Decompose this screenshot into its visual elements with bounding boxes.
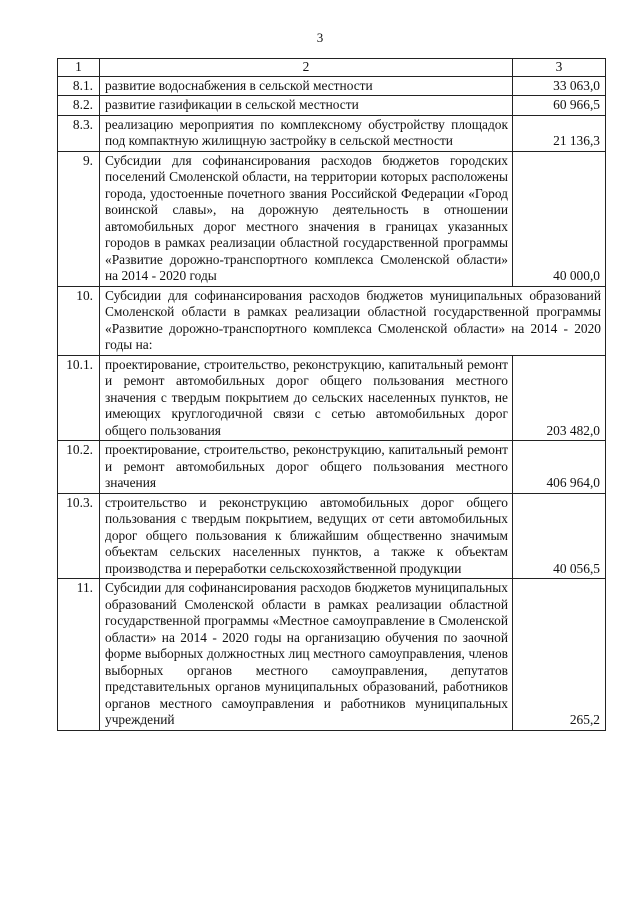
row-number: 8.2. (58, 96, 100, 116)
table-row (58, 96, 606, 116)
row-amount: 21 136,3 (513, 115, 606, 151)
table-row (58, 579, 606, 731)
row-amount: 40 000,0 (513, 151, 606, 286)
header-col-1: 1 (58, 59, 100, 77)
row-text: проектирование, строительство, реконструкцию, капитальный ремонт и ремонт автомобильных дорог общего пользования местного значения (100, 441, 513, 494)
row-number: 10.2. (58, 441, 100, 494)
header-col-3: 3 (513, 59, 606, 77)
row-number: 9. (58, 151, 100, 286)
table-header-row (58, 59, 606, 77)
row-text: развитие газификации в сельской местности (100, 96, 513, 116)
row-amount: 60 966,5 (513, 96, 606, 116)
row-text: реализацию мероприятия по комплексному обустройству площадок под компактную жилищную застройку в сельской местности (100, 115, 513, 151)
row-number: 8.1. (58, 76, 100, 96)
row-amount: 203 482,0 (513, 355, 606, 441)
table-row (58, 441, 606, 494)
row-number: 10.1. (58, 355, 100, 441)
table-row (58, 355, 606, 441)
row-amount: 33 063,0 (513, 76, 606, 96)
row-text: развитие водоснабжения в сельской местности (100, 76, 513, 96)
page-number: 3 (316, 30, 324, 45)
table-row (58, 493, 606, 579)
row-number: 10. (58, 286, 100, 355)
row-text: проектирование, строительство, реконструкцию, капитальный ремонт и ремонт автомобильных дорог общего пользования местного значения с твердым покрытием до сельских населенных пунктов, не имеющих круглогодичной связи с сетью автомобильных дорог общего пользования (100, 355, 513, 441)
table-row (58, 286, 606, 355)
row-number: 11. (58, 579, 100, 731)
budget-table (57, 58, 606, 731)
row-amount: 406 964,0 (513, 441, 606, 494)
row-text: Субсидии для софинансирования расходов бюджетов городских поселений Смоленской области, на территории которых расположены города, удостоенные почетного звания Российской Федерации «Город воинской славы», на дорожную деятельность в отношении автомобильных дорог местного значения в границах указанных городов в рамках реализации областной государственной программы «Развитие дорожно-транспортного комплекса Смоленской области» на 2014 - 2020 годы (100, 151, 513, 286)
table-row (58, 151, 606, 286)
row-amount: 265,2 (513, 579, 606, 731)
row-text: Субсидии для софинансирования расходов бюджетов муниципальных образований Смоленской области в рамках реализации областной государственной программы «Местное самоуправление в Смоленской области» на 2014 - 2020 годы на организацию обучения по заочной форме выборных должностных лиц местного самоуправления, членов выборных органов местного самоуправления, депутатов представительных органов муниципальных образований, работников органов местного самоуправления и работников муниципальных учреждений (100, 579, 513, 731)
row-number: 10.3. (58, 493, 100, 579)
row-text: строительство и реконструкцию автомобильных дорог общего пользования с твердым покрытием, ведущих от сети автомобильных дорог общего пользования к ближайшим общественно значимым объектам сельских населенных пунктов, а также к объектам производства и переработки сельскохозяйственной продукции (100, 493, 513, 579)
row-text: Субсидии для софинансирования расходов бюджетов муниципальных образований Смоленской области в рамках реализации областной государственной программы «Развитие дорожно-транспортного комплекса Смоленской области» на 2014 - 2020 годы на: (100, 286, 606, 355)
row-number: 8.3. (58, 115, 100, 151)
table-row (58, 76, 606, 96)
header-col-2: 2 (100, 59, 513, 77)
row-amount: 40 056,5 (513, 493, 606, 579)
table-row (58, 115, 606, 151)
